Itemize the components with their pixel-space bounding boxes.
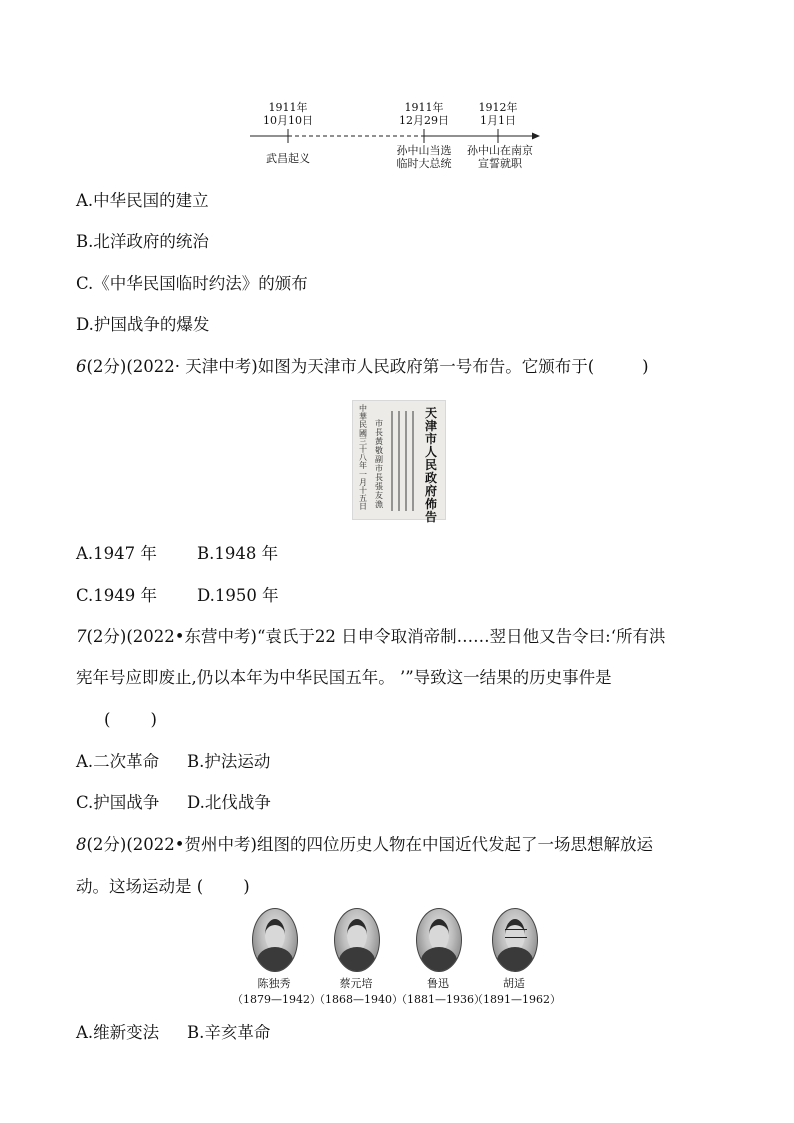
q6-option-c[interactable]: C.1949 年: [76, 586, 158, 605]
q7-option-d[interactable]: D.北伐战争: [187, 793, 271, 812]
q6-stem-text: (2分)(2022· 天津中考)如图为天津市人民政府第一号布告。它颁布于(: [86, 357, 595, 376]
q7-stem-text-1: (2分)(2022•东营中考)“袁氏于22 日申令取消帝制……翌日他又告令曰:‘所有洪: [86, 627, 666, 646]
q5-option-b[interactable]: B.北洋政府的统治: [76, 232, 209, 251]
q8-option-b[interactable]: B.辛亥革命: [187, 1023, 271, 1042]
notice-signers: 市長黃敬 副市長張友漁: [375, 419, 383, 509]
portrait-group: [230, 905, 560, 1010]
timeline-figure: [240, 96, 550, 182]
q7-stem-line1: [76, 625, 665, 649]
q8-stem-text-2: 动。这场运动是 (: [76, 877, 204, 896]
notice-title: 天津市人民政府佈告: [425, 406, 438, 524]
q7-option-a[interactable]: A.二次革命: [76, 752, 160, 771]
notice-text-columns: [391, 411, 419, 511]
person-years-2: （1868—1940）: [314, 993, 403, 1006]
timeline-event-1-label: 武昌起义: [266, 152, 310, 165]
person-years-1: （1879—1942）: [232, 993, 321, 1006]
q5-option-c[interactable]: C.《中华民国临时约法》的颁布: [76, 274, 308, 293]
q8-close-paren: ): [243, 877, 250, 896]
q6-close-paren: ): [642, 357, 649, 376]
timeline-date-3-day: 1月1日: [480, 114, 516, 127]
q8-stem-text-1: (2分)(2022•贺州中考)组图的四位历史人物在中国近代发起了一场思想解放运: [86, 835, 653, 854]
portrait-chen-duxiu: [252, 908, 298, 972]
timeline-event-1: [253, 152, 323, 165]
portrait-cai-yuanpei: [334, 908, 380, 972]
person-name-4: 胡适: [503, 977, 525, 990]
notice-date: 中華民國三十八年一月十五日: [359, 404, 367, 512]
q6-option-d[interactable]: D.1950 年: [197, 586, 279, 605]
q8-number: 8: [76, 835, 87, 854]
timeline-date-1: [258, 101, 318, 127]
q7-open-paren: (: [104, 710, 111, 729]
q6-option-b[interactable]: B.1948 年: [197, 544, 279, 563]
person-name-3: 鲁迅: [427, 977, 449, 990]
q5-option-d[interactable]: D.护国战争的爆发: [76, 315, 210, 334]
portrait-hu-shi: [492, 908, 538, 972]
timeline-date-2-year: 1911年: [404, 101, 444, 114]
tianjin-notice-image: [352, 400, 446, 524]
q6-number: 6: [76, 357, 87, 376]
q8-option-a[interactable]: A.维新变法: [76, 1023, 160, 1042]
q7-option-c[interactable]: C.护国战争: [76, 793, 160, 812]
timeline-date-3-year: 1912年: [478, 101, 518, 114]
portrait-lu-xun: [416, 908, 462, 972]
q5-option-a[interactable]: A.中华民国的建立: [76, 191, 209, 210]
q6-option-a[interactable]: A.1947 年: [76, 544, 157, 563]
timeline-event-2: [389, 144, 459, 170]
timeline-event-3-label-2: 宣誓就职: [478, 157, 522, 170]
timeline-date-1-day: 10月10日: [263, 114, 313, 127]
person-years-3: （1881—1936）: [396, 993, 485, 1006]
timeline-date-2: [394, 101, 454, 127]
timeline-date-3: [468, 101, 528, 127]
timeline-date-1-year: 1911年: [268, 101, 308, 114]
q7-option-b[interactable]: B.护法运动: [187, 752, 271, 771]
timeline-event-2-label-2: 临时大总统: [396, 157, 452, 170]
person-name-2: 蔡元培: [339, 977, 373, 990]
person-years-4: （1891—1962）: [472, 993, 561, 1006]
q7-answer-parens[interactable]: [104, 708, 157, 732]
q6-stem: [76, 355, 649, 379]
person-name-1: 陈独秀: [257, 977, 291, 990]
q7-number: 7: [76, 627, 87, 646]
timeline-event-2-label-1: 孙中山当选: [396, 144, 452, 157]
timeline-event-3: [460, 144, 540, 170]
q8-stem-line1: [76, 833, 653, 857]
q8-stem-line2: [76, 875, 250, 899]
q7-close-paren: ): [150, 710, 157, 729]
q7-stem-line2: 宪年号应即废止,仍以本年为中华民国五年。 ’”导致这一结果的历史事件是: [76, 668, 612, 687]
timeline-event-3-label-1: 孙中山在南京: [467, 144, 533, 157]
timeline-date-2-day: 12月29日: [399, 114, 449, 127]
